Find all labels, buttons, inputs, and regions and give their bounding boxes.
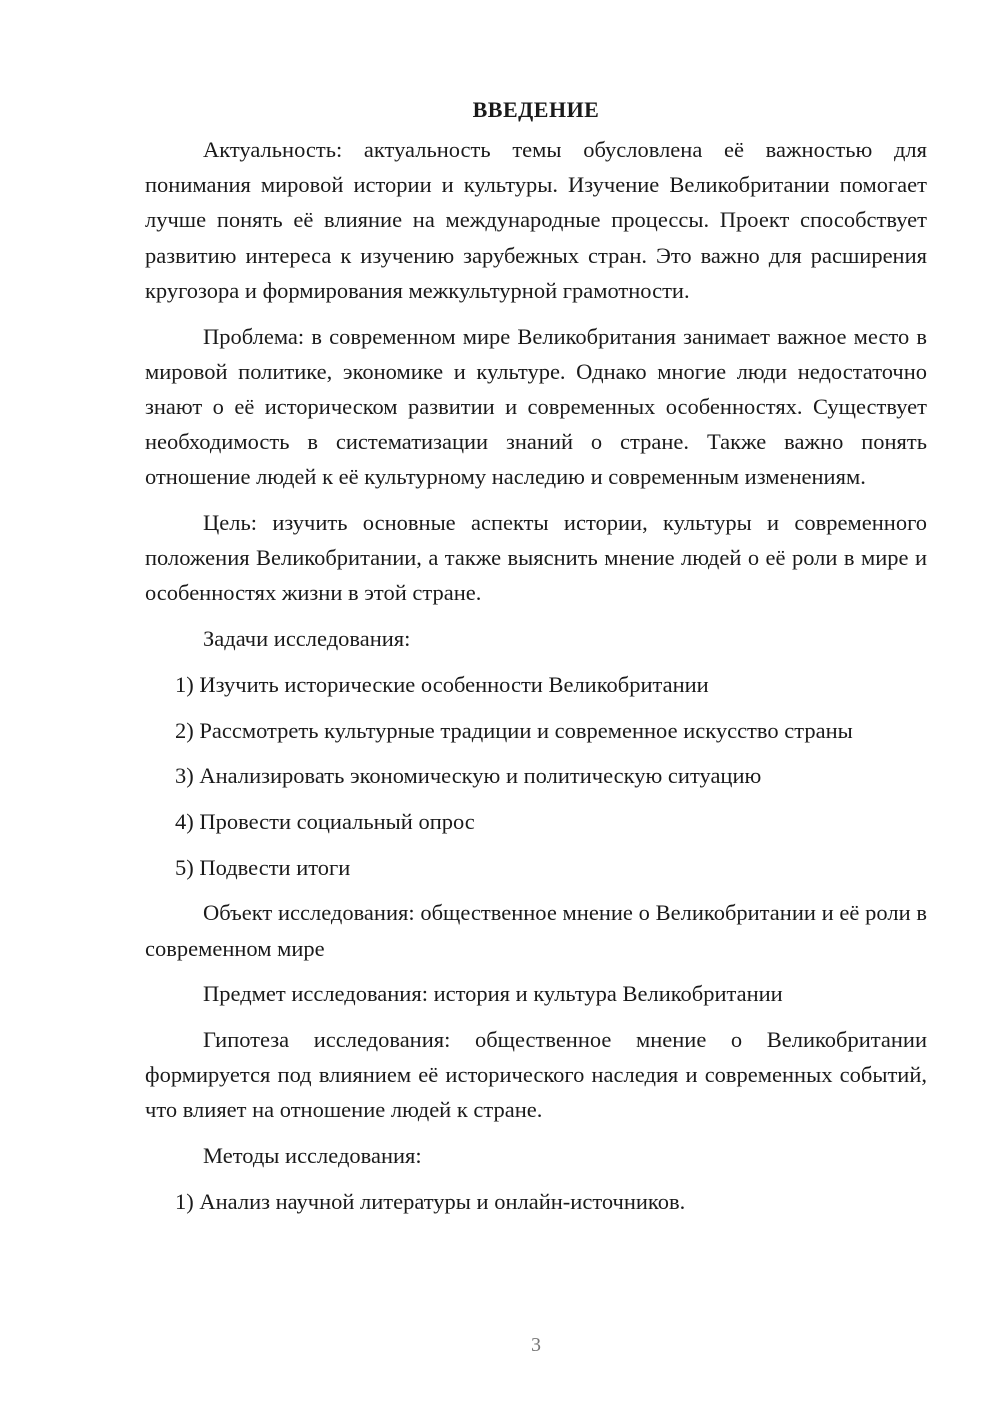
method-item: 1) Анализ научной литературы и онлайн-источников.	[175, 1188, 686, 1214]
page-number: 3	[531, 1334, 541, 1356]
object-paragraph: Объект исследования: общественное мнение о Великобритании и её роли в современном мире	[145, 900, 927, 961]
subject-paragraph: Предмет исследования: история и культура Великобритании	[203, 981, 783, 1007]
page-title: ВВЕДЕНИЕ	[472, 97, 600, 122]
relevance-paragraph: Актуальность: актуальность темы обусловлена её важностью для понимания мировой истории и культуры. Изучение Великобритании помогает лучше понять её влияние на международные процессы. Проект способствует развитию интереса к изучению зарубежных стран. Это важно для расширения кругозора и формирования межкультурной грамотности.	[145, 137, 927, 303]
task-item: 3) Анализировать экономическую и политическую ситуацию	[175, 763, 762, 789]
task-item: 4) Провести социальный опрос	[175, 808, 475, 834]
task-item: 1) Изучить исторические особенности Великобритании	[175, 671, 709, 697]
tasks-heading: Задачи исследования:	[203, 626, 411, 652]
methods-heading: Методы исследования:	[203, 1143, 422, 1169]
hypothesis-paragraph: Гипотеза исследования: общественное мнение о Великобритании формируется под влиянием её исторического наследия и современных событий, что влияет на отношение людей к стране.	[145, 1026, 927, 1123]
document-page	[145, 92, 927, 1229]
task-item: 2) Рассмотреть культурные традиции и современное искусство страны	[175, 717, 853, 743]
task-item: 5) Подвести итоги	[175, 854, 351, 880]
goal-paragraph: Цель: изучить основные аспекты истории, культуры и современного положения Великобритании, а также выяснить мнение людей о её роли в мире и особенностях жизни в этой стране.	[145, 510, 927, 606]
problem-paragraph: Проблема: в современном мире Великобритания занимает важное место в мировой политике, экономике и культуре. Однако многие люди недостаточно знают о её историческом развитии и современных особенностях. Существует необходимость в систематизации знаний о стране. Также важно понять отношение людей к её культурному наследию и современным изменениям.	[145, 323, 927, 490]
